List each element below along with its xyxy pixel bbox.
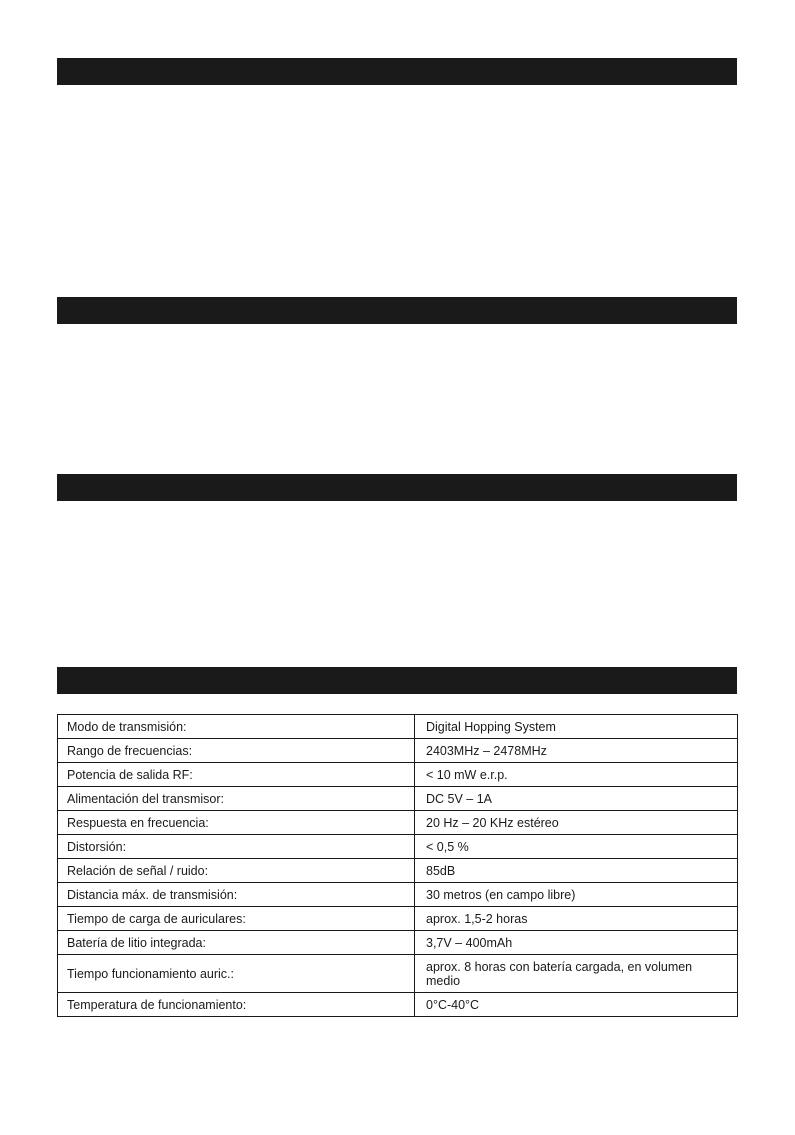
table-row (58, 763, 738, 787)
spec-value: aprox. 8 horas con batería cargada, en volumen medio (415, 955, 738, 993)
spec-label: Tiempo funcionamiento auric.: (58, 955, 415, 993)
spec-label: Rango de frecuencias: (58, 739, 415, 763)
spec-value: 30 metros (en campo libre) (415, 883, 738, 907)
spec-value: aprox. 1,5-2 horas (415, 907, 738, 931)
spec-value: 85dB (415, 859, 738, 883)
table-row (58, 883, 738, 907)
spec-label: Respuesta en frecuencia: (58, 811, 415, 835)
spec-value: 3,7V – 400mAh (415, 931, 738, 955)
spec-label: Tiempo de carga de auriculares: (58, 907, 415, 931)
spec-value: < 0,5 % (415, 835, 738, 859)
spec-label: Relación de señal / ruido: (58, 859, 415, 883)
spec-value: 0°C-40°C (415, 993, 738, 1017)
table-row (58, 859, 738, 883)
table-row (58, 993, 738, 1017)
spec-label: Batería de litio integrada: (58, 931, 415, 955)
spec-value: 2403MHz – 2478MHz (415, 739, 738, 763)
table-row (58, 787, 738, 811)
spec-value: DC 5V – 1A (415, 787, 738, 811)
spec-label: Alimentación del transmisor: (58, 787, 415, 811)
spec-label: Distorsión: (58, 835, 415, 859)
table-row (58, 907, 738, 931)
section-header-bar-3 (57, 474, 737, 501)
section-header-bar-2 (57, 297, 737, 324)
spec-value: 20 Hz – 20 KHz estéreo (415, 811, 738, 835)
spec-label: Modo de transmisión: (58, 715, 415, 739)
section-header-bar-1 (57, 58, 737, 85)
table-row (58, 835, 738, 859)
specifications-table (57, 714, 738, 1017)
spec-label: Potencia de salida RF: (58, 763, 415, 787)
spec-value: Digital Hopping System (415, 715, 738, 739)
table-row (58, 715, 738, 739)
section-header-bar-specs (57, 667, 737, 694)
spec-label: Distancia máx. de transmisión: (58, 883, 415, 907)
table-row (58, 739, 738, 763)
table-row (58, 931, 738, 955)
spec-label: Temperatura de funcionamiento: (58, 993, 415, 1017)
table-row (58, 811, 738, 835)
table-row (58, 955, 738, 993)
spec-value: < 10 mW e.r.p. (415, 763, 738, 787)
